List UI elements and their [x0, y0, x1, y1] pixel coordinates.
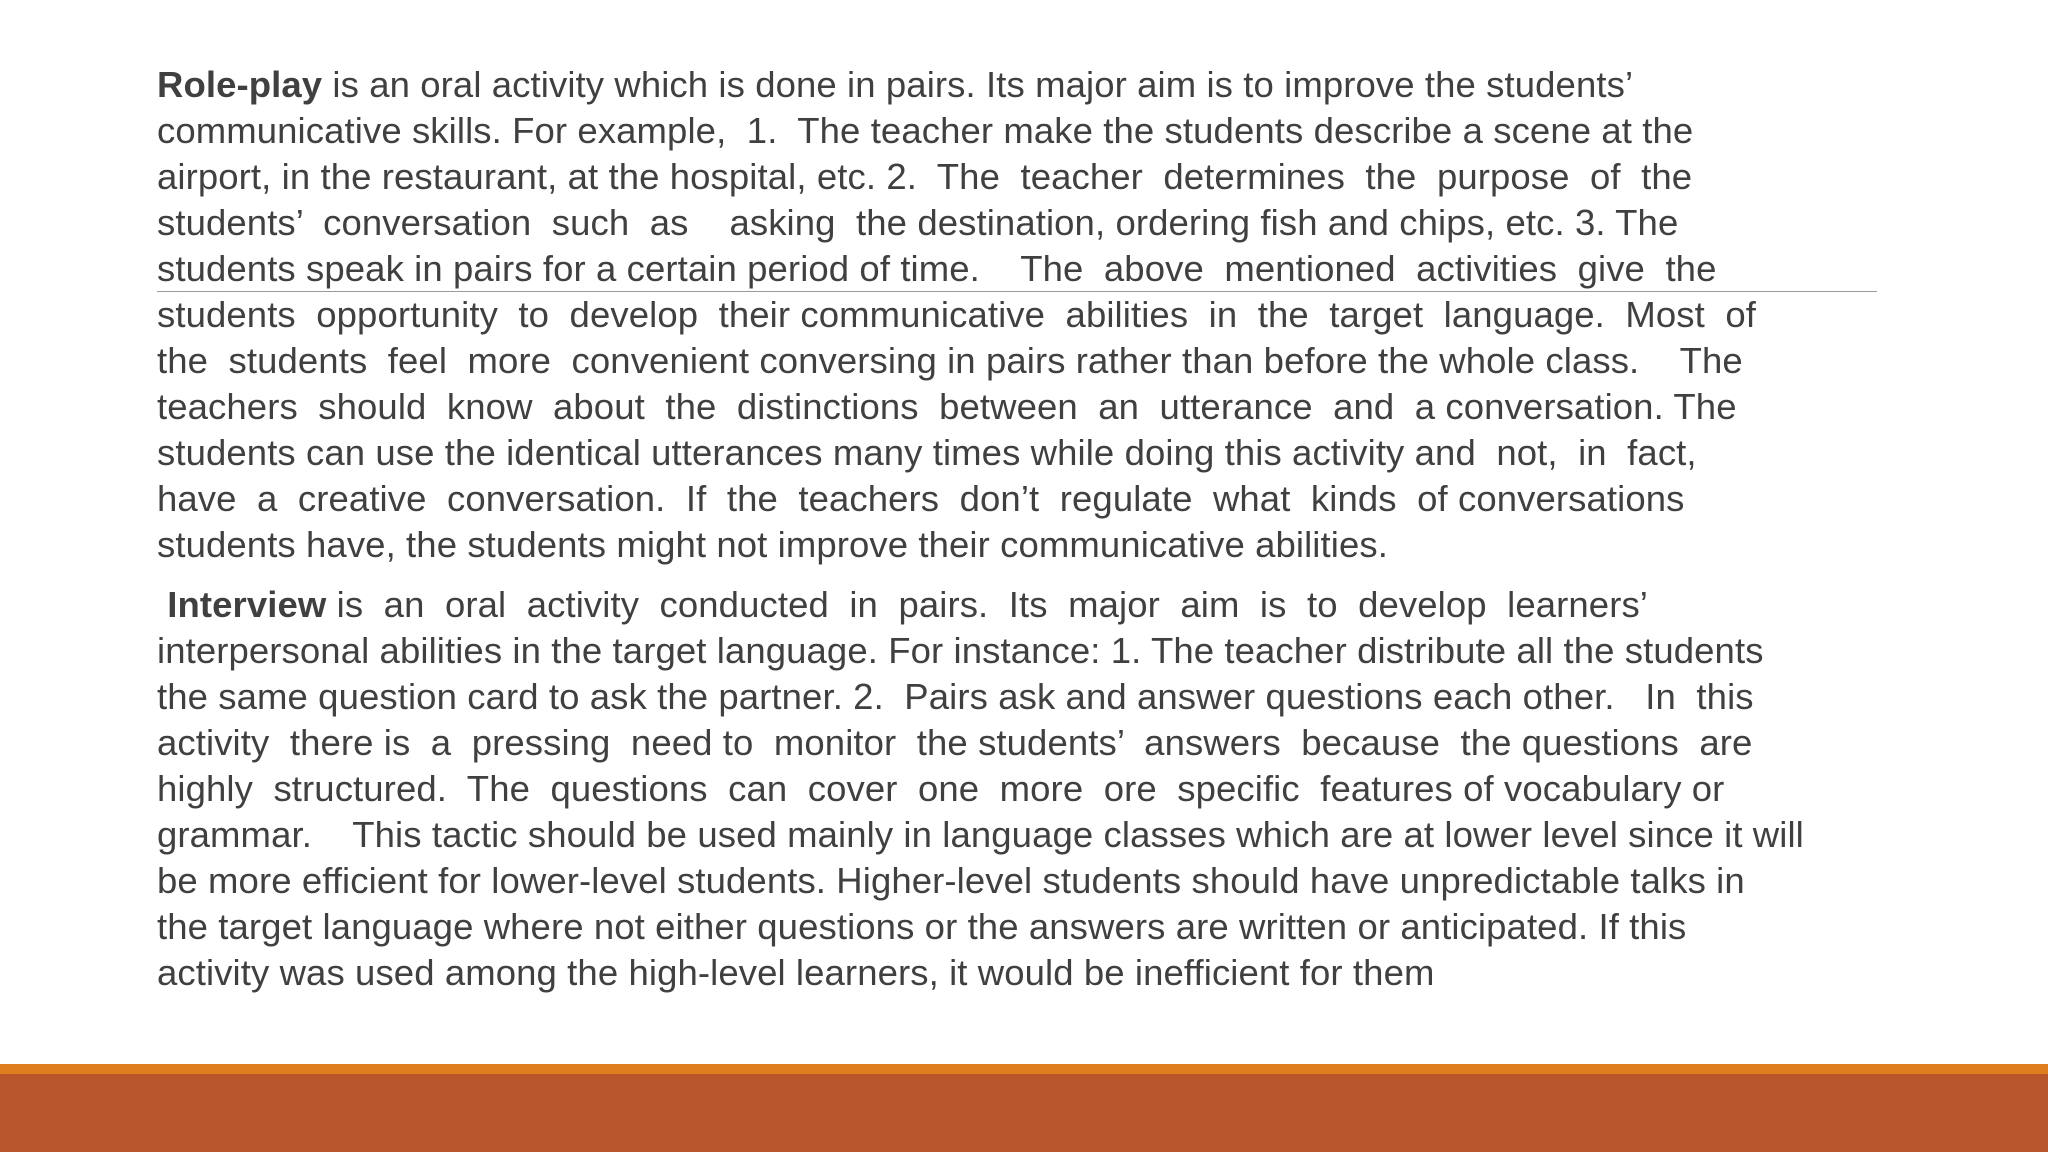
- interview-paragraph: [157, 582, 1892, 996]
- paragraph-line: students speak in pairs for a certain period of time. The above mentioned activities give the: [157, 248, 1717, 289]
- paragraph-line: students opportunity to develop their communicative abilities in the target language. Most of: [157, 294, 1757, 335]
- paragraph-line: students’ conversation such as asking the destination, ordering fish and chips, etc. 3. The: [157, 202, 1679, 243]
- paragraph-spacer: [157, 568, 1892, 582]
- paragraph-line: [157, 62, 1892, 108]
- paragraph-line: the students feel more convenient conversing in pairs rather than before the whole class. The: [157, 340, 1743, 381]
- line-text: is an oral activity which is done in pairs. Its major aim is to improve the students’: [322, 64, 1634, 105]
- paragraph-line: communicative skills. For example, 1. The teacher make the students describe a scene at the: [157, 110, 1694, 151]
- paragraph-line: activity was used among the high-level learners, it would be inefficient for them: [157, 952, 1435, 993]
- paragraph-line: teachers should know about the distinctions between an utterance and a conversation. The: [157, 386, 1737, 427]
- paragraph-line: [157, 582, 1892, 628]
- slide-body: [157, 62, 1892, 996]
- role-play-term: Role-play: [157, 64, 323, 105]
- paragraph-line: the same question card to ask the partner. 2. Pairs ask and answer questions each other. In this: [157, 676, 1754, 717]
- paragraph-line: the target language where not either questions or the answers are written or anticipated. If this: [157, 906, 1687, 947]
- paragraph-line: have a creative conversation. If the teachers don’t regulate what kinds of conversations: [157, 478, 1685, 519]
- footer-bar: [0, 1074, 2048, 1152]
- line-text: is an oral activity conducted in pairs. Its major aim is to develop learners’: [326, 584, 1649, 625]
- paragraph-line: activity there is a pressing need to monitor the students’ answers because the questions are: [157, 722, 1753, 763]
- paragraph-line: students have, the students might not improve their communicative abilities.: [157, 524, 1388, 565]
- horizontal-rule: [157, 291, 1877, 292]
- role-play-paragraph: [157, 62, 1892, 568]
- paragraph-line: airport, in the restaurant, at the hospital, etc. 2. The teacher determines the purpose of the: [157, 156, 1693, 197]
- paragraph-line: interpersonal abilities in the target language. For instance: 1. The teacher distribute all the students: [157, 630, 1764, 671]
- paragraph-line: grammar. This tactic should be used mainly in language classes which are at lower level since it will: [157, 814, 1804, 855]
- interview-term: Interview: [167, 584, 327, 625]
- footer-accent-stripe: [0, 1064, 2048, 1074]
- paragraph-line: highly structured. The questions can cover one more ore specific features of vocabulary or: [157, 768, 1725, 809]
- paragraph-line: students can use the identical utterances many times while doing this activity and not, in fact,: [157, 432, 1697, 473]
- paragraph-line: be more efficient for lower-level students. Higher-level students should have unpredictable talks in: [157, 860, 1745, 901]
